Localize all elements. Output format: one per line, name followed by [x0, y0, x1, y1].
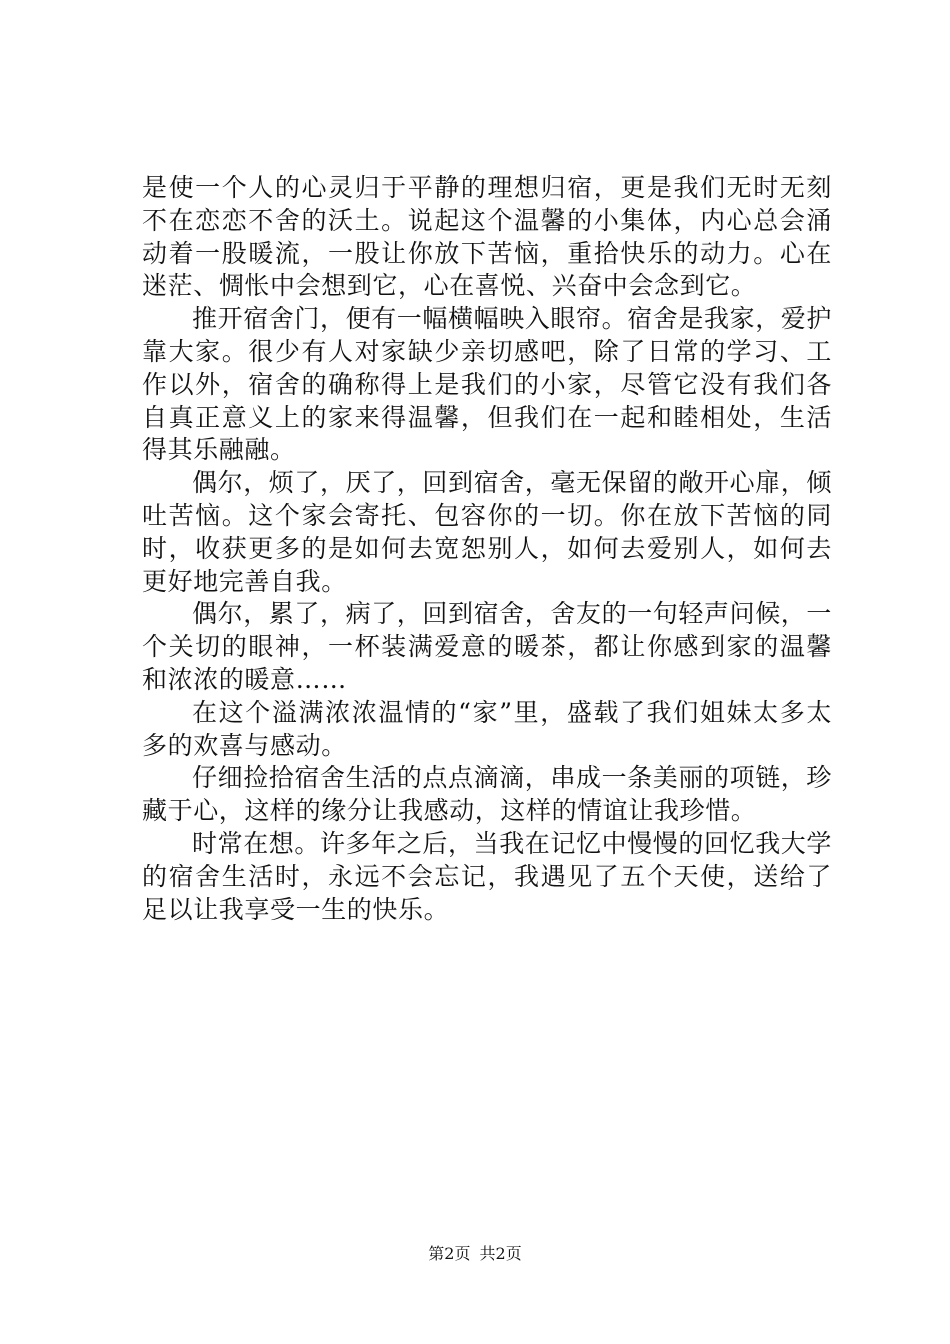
paragraph: 仔细捡拾宿舍生活的点点滴滴，串成一条美丽的项链，珍藏于心，这样的缘分让我感动，这样的情谊让我珍惜。 [142, 763, 833, 826]
paragraph: 推开宿舍门，便有一幅横幅映入眼帘。宿舍是我家，爱护靠大家。很少有人对家缺少亲切感吧，除了日常的学习、工作以外，宿舍的确称得上是我们的小家，尽管它没有我们各自真正意义上的家来得温馨，但我们在一起和睦相处，生活得其乐融融。 [142, 304, 833, 465]
paragraph: 时常在想。许多年之后，当我在记忆中慢慢的回忆我大学的宿舍生活时，永远不会忘记，我遇见了五个天使，送给了足以让我享受一生的快乐。 [142, 828, 833, 924]
page-number: 第2页 [428, 1244, 471, 1263]
page-total: 共2页 [479, 1244, 522, 1263]
paragraph: 在这个溢满浓浓温情的“家”里，盛载了我们姐妹太多太多的欢喜与感动。 [142, 697, 832, 760]
document-body [142, 172, 832, 926]
paragraph: 偶尔，烦了，厌了，回到宿舍，毫无保留的敞开心扉，倾吐苦恼。这个家会寄托、包容你的一切。你在放下苦恼的同时，收获更多的是如何去宽恕别人，如何去爱别人，如何去更好地完善自我。 [142, 468, 833, 596]
paragraph-continuation: 是使一个人的心灵归于平静的理想归宿，更是我们无时无刻不在恋恋不舍的沃土。说起这个温馨的小集体，内心总会涌动着一股暖流，一股让你放下苦恼，重拾快乐的动力。心在迷茫、惆怅中会想到它，心在喜悦、兴奋中会念到它。 [142, 173, 832, 301]
page-footer [0, 1244, 950, 1264]
paragraph: 偶尔，累了，病了，回到宿舍，舍友的一句轻声问候，一个关切的眼神，一杯装满爱意的暖茶，都让你感到家的温馨和浓浓的暖意…… [142, 599, 833, 694]
